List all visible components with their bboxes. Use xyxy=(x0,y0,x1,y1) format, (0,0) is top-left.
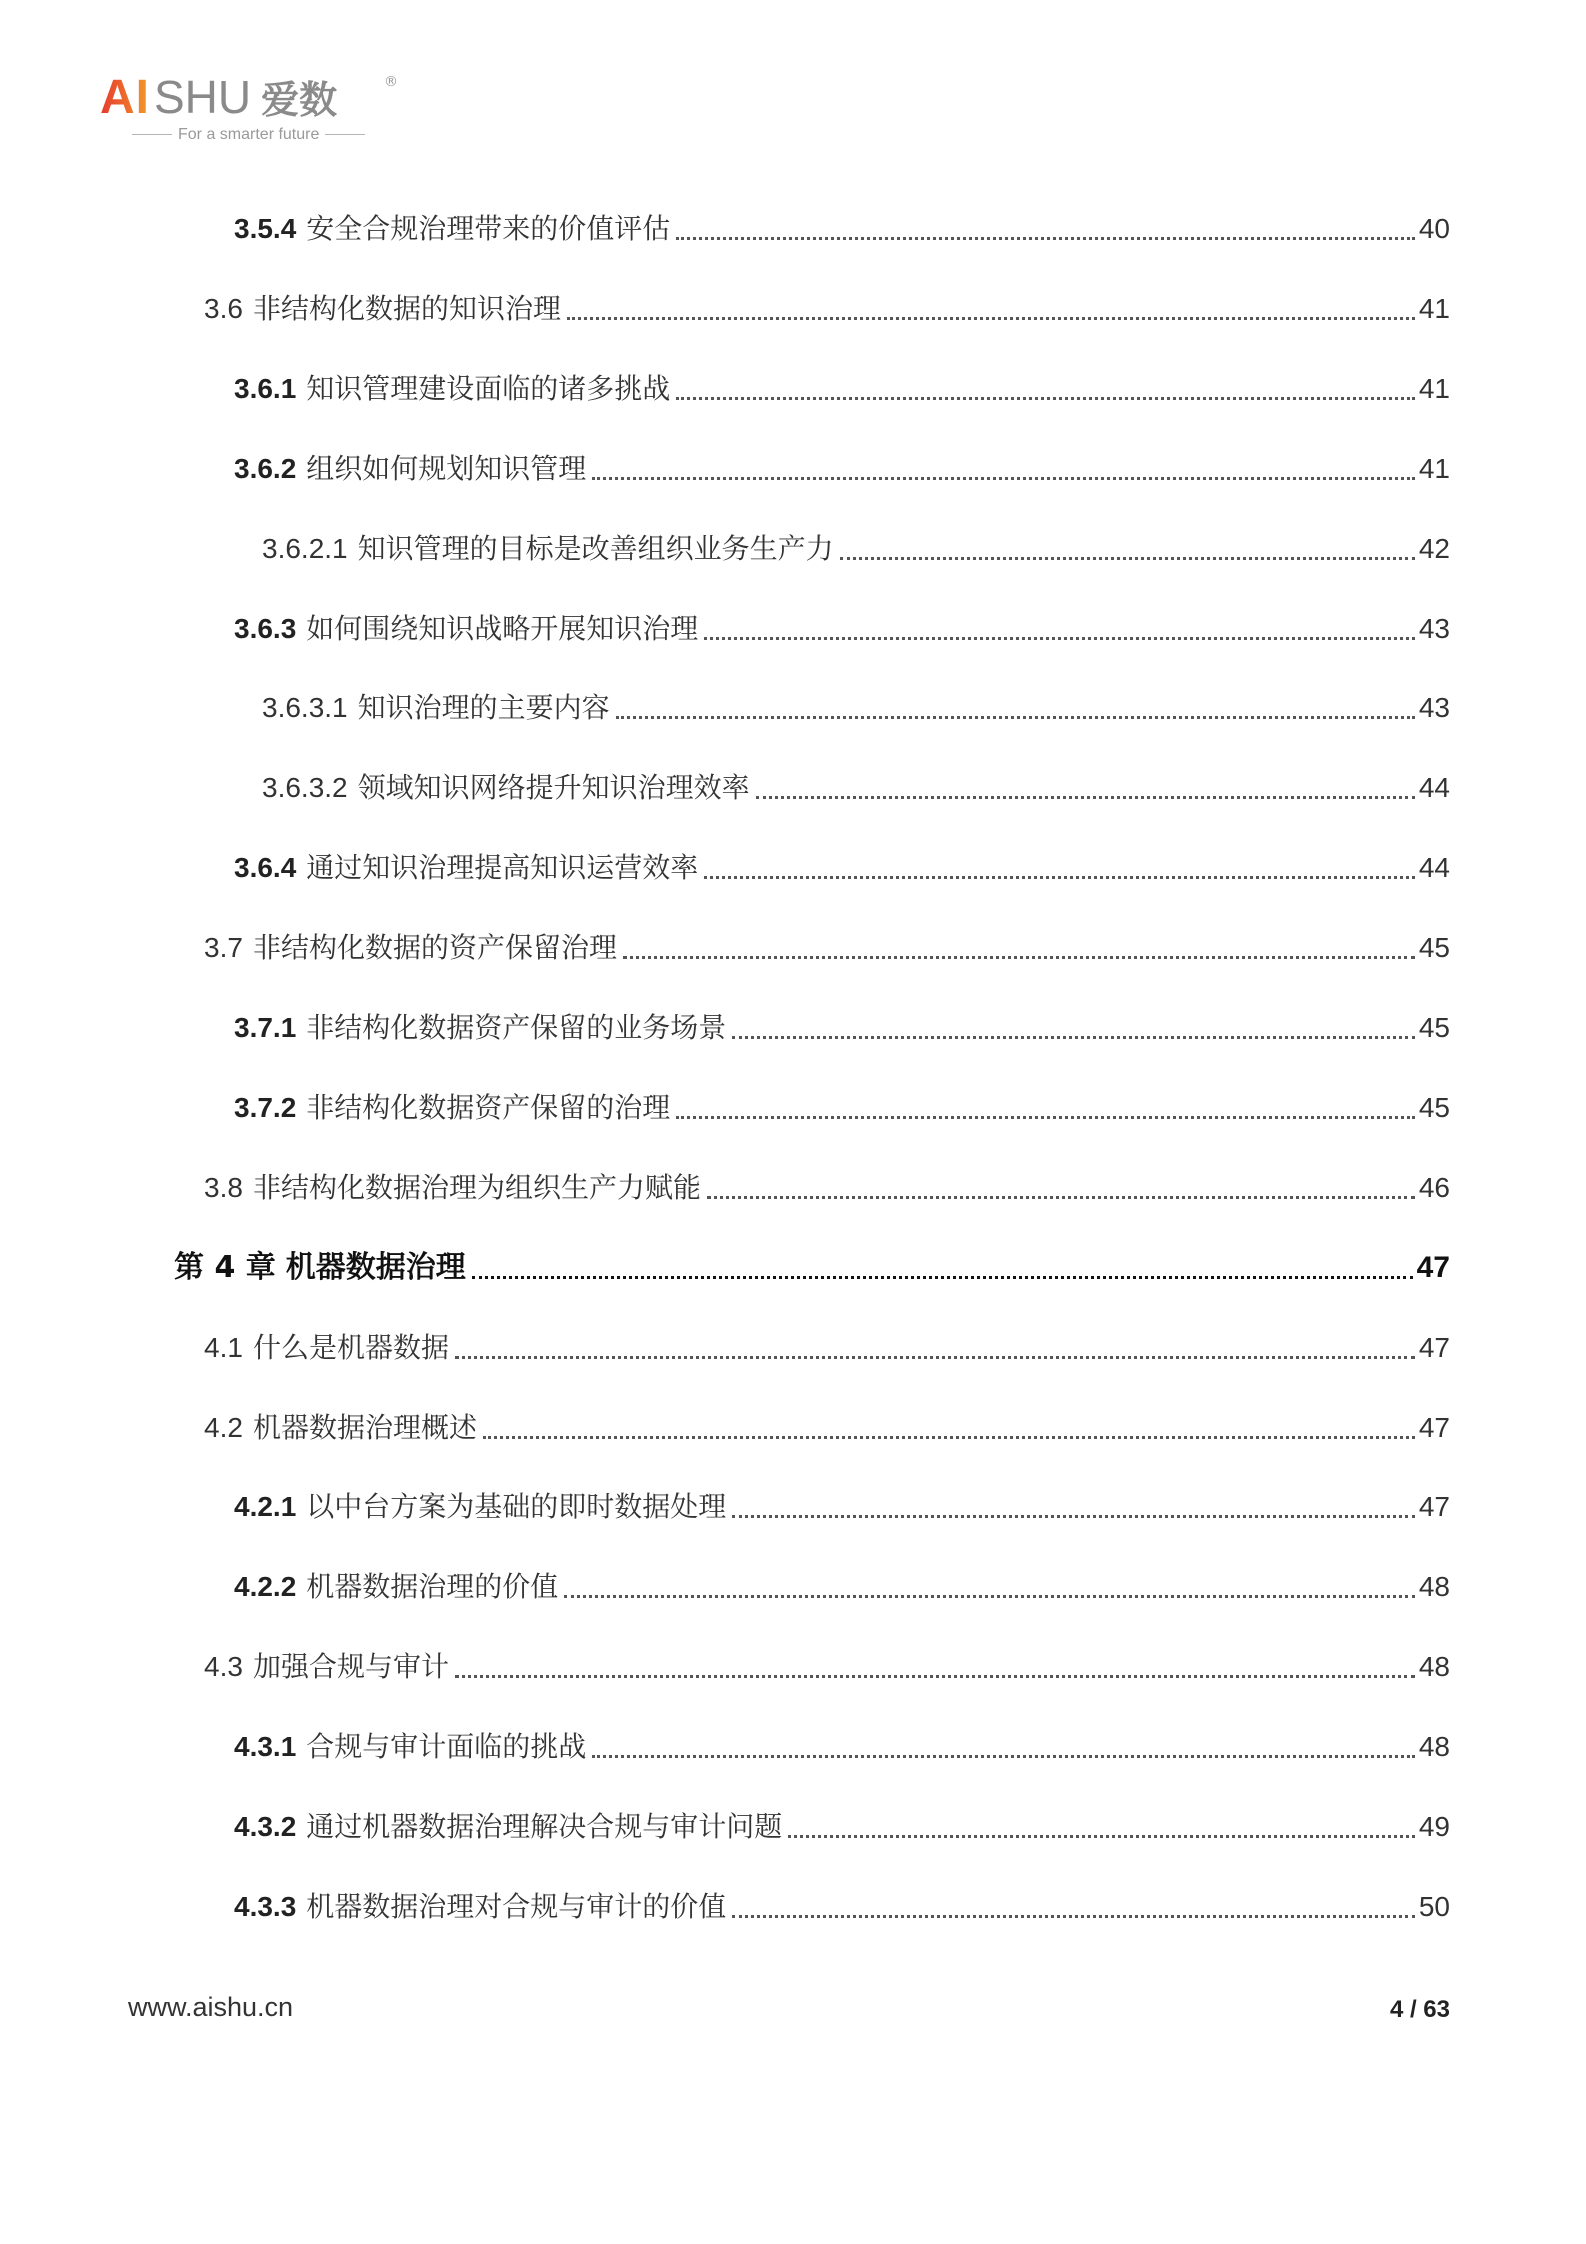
toc-dot-leader xyxy=(704,876,1415,879)
toc-entry[interactable] xyxy=(262,680,1450,728)
toc-entry-number: 3.6.3.2 xyxy=(262,772,348,804)
toc-dot-leader xyxy=(455,1356,1415,1359)
toc-dot-leader xyxy=(756,796,1415,799)
logo-tagline: For a smarter future xyxy=(126,126,371,144)
toc-entry-page: 45 xyxy=(1418,1091,1450,1123)
toc-entry-title: 通过机器数据治理解决合规与审计问题 xyxy=(306,1810,783,1843)
toc-entry[interactable] xyxy=(204,1400,1450,1448)
toc-entry-number: 4.3.2 xyxy=(234,1811,297,1842)
toc-dot-leader xyxy=(704,637,1415,640)
toc-entry[interactable] xyxy=(234,1000,1450,1048)
toc-entry-number: 4.1 xyxy=(204,1331,243,1363)
toc-entry[interactable] xyxy=(234,441,1450,489)
toc-entry-title: 知识管理的目标是改善组织业务生产力 xyxy=(357,531,834,565)
toc-entry-page: 41 xyxy=(1418,372,1450,404)
toc-entry-page: 50 xyxy=(1418,1890,1450,1922)
toc-dot-leader xyxy=(840,557,1415,560)
toc-entry-title: 非结构化数据资产保留的业务场景 xyxy=(306,1011,727,1044)
toc-entry-page: 47 xyxy=(1418,1491,1450,1523)
page-indicator: 4 / 63 xyxy=(1389,1996,1450,2023)
toc-entry-number: 4.3.3 xyxy=(234,1890,297,1922)
logo-wordmark xyxy=(100,70,337,124)
logo-chinese-text: 爱数 xyxy=(261,78,338,122)
toc-entry[interactable] xyxy=(234,361,1450,409)
toc-entry-number: 3.6.3 xyxy=(234,612,297,644)
toc-entry-title: 什么是机器数据 xyxy=(252,1330,449,1364)
toc-dot-leader xyxy=(592,477,1415,480)
registered-mark: ® xyxy=(384,74,398,90)
toc-dot-leader xyxy=(592,1755,1415,1758)
toc-entry-title: 领域知识网络提升知识治理效率 xyxy=(357,771,750,805)
toc-dot-leader xyxy=(616,716,1415,719)
toc-entry-title: 加强合规与审计 xyxy=(252,1650,449,1684)
toc-entry-page: 47 xyxy=(1418,1331,1450,1363)
toc-entry-title: 通过知识治理提高知识运营效率 xyxy=(306,851,699,885)
toc-entry[interactable] xyxy=(204,1160,1450,1208)
toc-dot-leader xyxy=(483,1436,1415,1439)
toc-entry-title: 如何围绕知识战略开展知识治理 xyxy=(306,611,699,645)
toc-entry[interactable] xyxy=(234,1080,1450,1128)
toc-dot-leader xyxy=(676,397,1415,400)
toc-entry-page: 42 xyxy=(1418,532,1450,564)
toc-entry-number: 4.3 xyxy=(204,1651,243,1683)
toc-entry-title: 知识治理的主要内容 xyxy=(357,691,610,725)
toc-entry-number: 3.7.1 xyxy=(234,1012,297,1043)
toc-entry-page: 44 xyxy=(1418,772,1450,804)
toc-entry[interactable] xyxy=(234,1719,1450,1767)
toc-entry-number: 3.6.1 xyxy=(234,372,297,404)
toc-entry[interactable] xyxy=(234,1799,1450,1847)
toc-entry[interactable] xyxy=(234,840,1450,888)
toc-entry-page: 48 xyxy=(1418,1731,1450,1763)
toc-dot-leader xyxy=(732,1915,1415,1918)
toc-dot-leader xyxy=(707,1196,1415,1199)
footer-website: www.aishu.cn xyxy=(128,1992,294,2022)
toc-entry-page: 48 xyxy=(1418,1571,1450,1603)
toc-entry[interactable] xyxy=(262,760,1450,808)
toc-dot-leader xyxy=(455,1675,1415,1678)
toc-dot-leader xyxy=(567,317,1415,320)
toc-entry-title: 合规与审计面临的挑战 xyxy=(306,1730,587,1764)
toc-entry[interactable] xyxy=(204,1320,1450,1368)
toc-entry-title: 安全合规治理带来的价值评估 xyxy=(306,212,671,245)
toc-entry[interactable] xyxy=(174,1240,1450,1288)
toc-entry-number: 4.2.1 xyxy=(234,1491,297,1523)
toc-entry-title: 知识管理建设面临的诸多挑战 xyxy=(306,371,671,405)
toc-entry-page: 40 xyxy=(1418,213,1450,244)
toc-entry-page: 45 xyxy=(1418,1012,1450,1043)
toc-entry-number: 3.8 xyxy=(204,1171,243,1203)
toc-entry-title: 机器数据治理 xyxy=(285,1249,466,1285)
toc-dot-leader xyxy=(732,1036,1415,1039)
toc-entry-title: 非结构化数据资产保留的治理 xyxy=(306,1090,671,1124)
toc-dot-leader xyxy=(676,1116,1415,1119)
toc-entry-number: 第 4 章 xyxy=(174,1249,276,1285)
toc-entry[interactable] xyxy=(204,1639,1450,1687)
toc-entry-title: 非结构化数据的资产保留治理 xyxy=(252,931,617,965)
toc-entry-number: 3.6 xyxy=(204,292,243,324)
toc-entry[interactable] xyxy=(262,521,1450,569)
toc-entry-page: 47 xyxy=(1418,1411,1450,1443)
toc-entry[interactable] xyxy=(234,1879,1450,1927)
toc-entry-page: 48 xyxy=(1418,1651,1450,1683)
toc-dot-leader xyxy=(564,1595,1415,1598)
toc-dot-leader xyxy=(788,1835,1415,1838)
toc-entry-number: 3.6.4 xyxy=(234,852,297,884)
toc-entry-title: 机器数据治理的价值 xyxy=(306,1570,559,1604)
toc-entry-page: 43 xyxy=(1418,612,1450,644)
toc-dot-leader xyxy=(676,237,1415,240)
toc-dot-leader xyxy=(623,956,1415,959)
toc-entry[interactable] xyxy=(234,1559,1450,1607)
toc-entry-page: 49 xyxy=(1418,1811,1450,1842)
toc-entry-page: 44 xyxy=(1418,852,1450,884)
toc-entry-number: 3.7 xyxy=(204,932,243,964)
toc-entry-number: 4.3.1 xyxy=(234,1731,297,1763)
toc-entry-number: 3.6.2 xyxy=(234,452,297,484)
toc-entry-number: 4.2 xyxy=(204,1411,243,1443)
toc-entry-title: 机器数据治理对合规与审计的价值 xyxy=(306,1889,727,1923)
toc-entry-number: 4.2.2 xyxy=(234,1571,297,1603)
toc-entry[interactable] xyxy=(234,201,1450,249)
toc-dot-leader xyxy=(472,1276,1413,1279)
toc-entry-title: 非结构化数据的知识治理 xyxy=(252,291,561,325)
toc-entry-page: 45 xyxy=(1418,932,1450,964)
toc-entry-number: 3.6.3.1 xyxy=(262,692,348,724)
logo-ai-text: AI xyxy=(100,71,150,124)
toc-entry-number: 3.7.2 xyxy=(234,1091,297,1123)
brand-logo xyxy=(100,70,400,150)
toc-entry-page: 41 xyxy=(1418,452,1450,484)
toc-entry-page: 46 xyxy=(1418,1171,1450,1203)
toc-entry-title: 以中台方案为基础的即时数据处理 xyxy=(306,1490,727,1524)
toc-entry-page: 43 xyxy=(1418,692,1450,724)
toc-entry[interactable] xyxy=(234,1479,1450,1527)
toc-entry-page: 47 xyxy=(1416,1250,1450,1284)
logo-shu-text: SHU xyxy=(154,71,252,123)
toc-entry-number: 3.5.4 xyxy=(234,213,297,244)
toc-entry-page: 41 xyxy=(1418,292,1450,324)
toc-entry[interactable] xyxy=(234,601,1450,649)
toc-entry[interactable] xyxy=(204,281,1450,329)
toc-entry-title: 机器数据治理概述 xyxy=(252,1410,477,1444)
toc-entry-title: 组织如何规划知识管理 xyxy=(306,451,587,485)
toc-dot-leader xyxy=(732,1515,1415,1518)
toc-entry-title: 非结构化数据治理为组织生产力赋能 xyxy=(252,1170,701,1204)
toc-entry-number: 3.6.2.1 xyxy=(262,532,348,564)
toc-entry[interactable] xyxy=(204,920,1450,968)
